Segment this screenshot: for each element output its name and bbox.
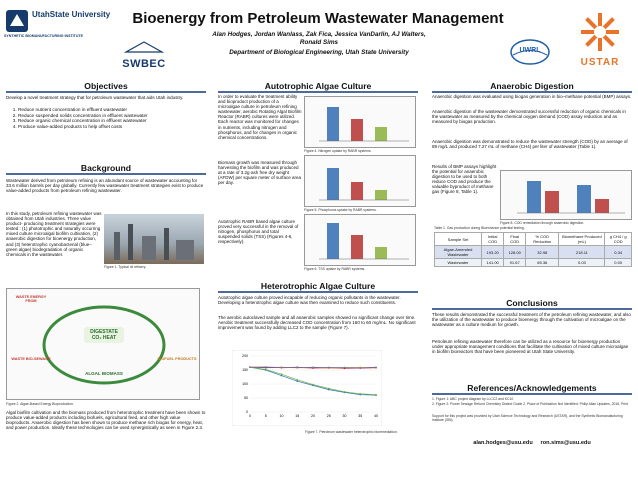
x-tick-label: 40 — [374, 414, 378, 418]
data-point — [359, 393, 361, 395]
table-header-cell: Sample Set — [435, 233, 482, 246]
objectives-divider — [6, 91, 206, 93]
background-heading: Background — [80, 163, 132, 173]
diagram-center-label: DIGESTATE CO₂ HEAT — [84, 327, 124, 343]
table-cell: Algae-Amended Wastewater — [435, 246, 482, 259]
objectives-list — [6, 107, 206, 129]
ustar-name: USTAR — [580, 57, 620, 68]
table-cell: 65.36 — [526, 259, 559, 267]
cycle-arrows-icon — [7, 289, 201, 401]
heterotrophic-divider — [218, 291, 418, 293]
uwrl-name: UWRL — [519, 47, 541, 54]
autotrophic-heading: Autotrophic Algae Culture — [264, 81, 372, 91]
table-cell: 218.11 — [559, 246, 605, 259]
table-cell: 0.03 — [559, 259, 605, 267]
cod-line-chart — [232, 350, 382, 426]
heterotrophic-para-2: The aerobic autoclaved sample and all anaerobic samples showed no significant change over time. Aerobic treatment successfully decreased COD concentration from 160 to 60 mg/mL. No significant improvement was found by adding LLC2 to the sample (Figure 7). — [218, 315, 416, 331]
references-divider — [432, 393, 632, 395]
autotrophic-para-3: Autotrophic RABR based algae culture proved very successful in the removal of nitrogen, phosphorus and total suspended solids (TSS) (Figures 4-6, respectively). — [218, 219, 299, 245]
anaerobic-heading: Anaerobic Digestion — [490, 81, 574, 91]
data-point — [312, 366, 314, 368]
fig5-caption: Figure 5. Phosphorus uptake by RABR systems. — [304, 208, 377, 212]
fig7-caption: Figure 7. Petroleum wastewater heterotrophic bioremediation. — [305, 430, 398, 434]
table-header-cell: % COD Reduction — [526, 233, 559, 246]
fig8-chart — [500, 170, 632, 220]
conclusions-heading: Conclusions — [506, 298, 558, 308]
conclusions-para-2: Petroleum refining wastewater therefore can be utilized as a resource for bioenergy production under appropriate management conditions that facilitate the cultivation of mixed culture microalgae in biofilm bioreactors that have been pioneered at Utah State University. — [432, 339, 629, 355]
data-point — [249, 366, 251, 368]
data-point — [359, 367, 361, 369]
data-point — [375, 394, 377, 396]
background-divider — [6, 173, 206, 175]
contact-email[interactable]: alan.hodges@usu.edu — [473, 440, 533, 446]
fig1-caption: Figure 1. Typical oil refinery. — [104, 265, 147, 269]
fig6-chart — [304, 214, 416, 266]
anaerobic-divider — [432, 91, 632, 93]
contact-emails — [432, 440, 632, 446]
fig6-caption: Figure 6. TSS uptake by RABR systems. — [304, 267, 366, 271]
tss-bar-chart-icon — [305, 215, 417, 267]
objective-item: 4. Produce value-added products to help offset costs — [18, 124, 206, 130]
data-point — [375, 366, 377, 368]
data-point — [328, 388, 330, 390]
poster-title: Bioenergy from Petroleum Wastewater Management — [132, 10, 504, 27]
y-tick-label: 150 — [242, 368, 248, 373]
table-cell: Wastewater — [435, 259, 482, 267]
y-tick-label: 0 — [246, 410, 248, 415]
data-point — [296, 379, 298, 381]
cod-remediation-chart-icon — [501, 171, 633, 221]
x-tick-label: 10 — [279, 414, 284, 418]
fig5-chart — [304, 155, 416, 207]
y-tick-label: 50 — [244, 396, 248, 401]
x-tick-label: 35 — [358, 414, 363, 418]
fig8-caption: Figure 8. COD remediation through anaerobic digestion. — [500, 221, 585, 225]
phosphorus-bar-chart-icon — [305, 156, 417, 208]
heterotrophic-para-1: Autotrophic algae culture proved incapable of reducing organic pollutants in the wastewater. Developing a heterotrophic algae culture was then examined to reduce such constituents. — [218, 295, 401, 306]
table-header-cell: Biomethane Produced (mL) — [559, 233, 605, 246]
data-point — [296, 380, 298, 382]
nitrogen-bar-chart-icon — [305, 97, 417, 149]
data-point — [281, 375, 283, 377]
data-point — [265, 366, 267, 368]
autotrophic-divider — [218, 91, 418, 93]
autotrophic-intro: In order to evaluate the treatment ability and bioproduct production of a microalgae culture in petroleum refining wastewater, aerobic Rotating Algal Biofilm Reactor (RABR) cultures were utilized. Each reactor was monitored for changes in nutrients, including nitrogen and phosphorus, and for changes in organic chemical concentrations. — [218, 94, 302, 140]
objective-item: 3. Reduce organic chemical concentration in effluent wastewater — [18, 118, 206, 124]
diagram-left-label: WASTE BIO-SEWAGE — [11, 357, 51, 361]
ustar-star-icon — [568, 12, 632, 52]
x-tick-label: 0 — [249, 414, 251, 418]
ustar-logo — [568, 12, 632, 68]
x-tick-label: 20 — [311, 414, 315, 418]
reference-item: 2. Figure 2: Power Sewage Refund Chemistry Dialect Guide 2, Place of Publication Not Identified: Philip Allan Updates, 2016, Print — [432, 402, 629, 406]
references-heading: References/Acknowledgements — [467, 383, 597, 393]
data-point — [265, 369, 267, 371]
data-point — [281, 367, 283, 369]
objectives-heading: Objectives — [84, 81, 128, 91]
uwrl-logo — [509, 38, 551, 66]
background-para-2: In this study, petroleum refining wastewater was obtained from Utah industries. Three value product- producing treatment strategies were tested : (1) phototrophic and naturally occurring mixed culture microalgal biofilm cultivation, (2) anaerobic digestion for bioenergy production, and (3) heterotrophic cyanobacterial (blue– green algae) biodegradation of organic chemicals in the wastewater. — [6, 211, 102, 257]
anaerobic-para-1: Anaerobic digestion was evaluated using biogas generation in bio–methane potential (BMP) assays. — [432, 94, 632, 99]
background-para-1: Wastewater derived from petroleum refining is an abundant source of wastewater accounting for 33.6 million barrels per day globally. Currently few wastewater treatment strategies exist to produce value-added products from petroleum refining wastewater. — [6, 178, 204, 194]
data-point — [344, 367, 346, 369]
data-point — [281, 373, 283, 375]
algae-energy-diagram — [6, 288, 200, 400]
reference-item: 1. Figure 1: ABC project diagram by LLCC2 and KC10 — [432, 397, 514, 401]
table1-caption: Table 1. Gas production during Bioenhance potential testing. — [434, 226, 525, 230]
usu-subname: SYNTHETIC BIOMANUFACTURING INSTITUTE — [4, 34, 84, 38]
conclusions-divider — [432, 308, 632, 310]
table-cell: 128.00 — [504, 246, 526, 259]
fig2-caption: Figure 2. Algae-Based Energy Bioproduction. — [6, 402, 74, 406]
diagram-right-label: BIOFUEL PRODUCTS — [157, 357, 197, 361]
heterotrophic-heading: Heterotrophic Algae Culture — [260, 281, 376, 291]
objective-item: 2. Reduce suspended solids concentration in effluent wastewater — [18, 113, 206, 119]
refinery-photo — [104, 214, 204, 264]
table-header-cell: Final COD — [504, 233, 526, 246]
data-point — [296, 367, 298, 369]
x-tick-label: 25 — [326, 414, 331, 418]
x-tick-label: 30 — [342, 414, 347, 418]
anaerobic-para-4: Results of BMP assays highlight the potential for anaerobic digestion to be used to both reduce COD and produce the valuable byproduct of methane gas (Figure 8, Table 1). — [432, 164, 497, 195]
authors-line-2: Ronald Sims — [299, 39, 339, 46]
table-cell: 32.98 — [526, 246, 559, 259]
x-tick-label: 5 — [264, 414, 267, 418]
conclusions-para-1: These results demonstrated the successful treatment of the petroleum refining wastewater, and also the utilization of the wastewater to produce bioenergy through the cultivation of microalgae on the wastewater as a culture medium for growth. — [432, 312, 631, 328]
refinery-icon — [104, 214, 204, 264]
data-point — [328, 367, 330, 369]
fig4-chart — [304, 96, 416, 148]
table-cell: 0.00 — [605, 259, 632, 267]
y-tick-label: 100 — [242, 382, 248, 387]
bmp-results-table — [434, 232, 632, 267]
y-tick-label: 200 — [242, 354, 248, 359]
fig4-caption: Figure 4. Nitrogen uptake by RABR systems. — [304, 149, 372, 153]
diagram-bottom-label: ALGAL BIOMASS — [85, 371, 123, 376]
data-point — [312, 384, 314, 386]
table-header-cell: Initial COD — [482, 233, 504, 246]
swbec-name: SWBEC — [122, 58, 166, 70]
table-cell: 193.20 — [482, 246, 504, 259]
table-cell: 141.00 — [482, 259, 504, 267]
usu-logo — [4, 6, 112, 46]
table-row — [435, 246, 632, 259]
background-para-3: Algal biofilm cultivation and the biomass produced from heterotrophic treatment have been shown to produce value-added products including biofuels, agricultural feed, and other high value bioproducts. Anaerobic digestion has been shown to produce methane rich biogas for energy, heat, and power production. Ideally these technologies can be used synergistically as seen in Figure 2.3. — [6, 410, 206, 431]
table-row — [435, 259, 632, 267]
anaerobic-para-2: Anaerobic digestion of the wastewater demonstrated successful reduction of organic chemicals in the wastewater as measured by the chemical oxygen demand (COD) assay reduction and as measured by biogas production. — [432, 109, 626, 125]
table-cell: 91.67 — [504, 259, 526, 267]
objectives-intro: Develop a novel treatment strategy that for petroleum wastewater that aids Utah industry. — [6, 95, 184, 100]
table-cell: 0.34 — [605, 246, 632, 259]
department: Department of Biological Engineering, Utah State University — [229, 49, 409, 56]
autotrophic-para-2: Biomass growth was measured through harvesting the biofilm and was produced at a rate of 3.2g·ash free dry weight (AFDW) per square meter of surface area per day. — [218, 160, 302, 186]
objective-item: 1. Reduce nutrient concentration in effluent wastewater — [18, 107, 206, 113]
contact-email[interactable]: ron.sims@usu.edu — [540, 440, 591, 446]
diagram-top-label: WASTE ENERGY FROM — [15, 295, 47, 303]
table-header-cell: g CH4 / g COD — [605, 233, 632, 246]
data-point — [344, 391, 346, 393]
acknowledgements: Support for this project was provided by Utah Science Technology and Research (USTAR), and the Synthetic Biomanufacturing Institute (SBI). — [432, 414, 623, 422]
authors-line-1: Alan Hodges, Jordan Wanlass, Zak Fica, Jessica VanDarlin, AJ Walters, — [212, 31, 426, 38]
usu-name: UtahState University — [32, 10, 111, 19]
x-tick-label: 15 — [295, 414, 300, 418]
anaerobic-para-3: Anaerobic digestion was demonstrated to reduce the wastewater strength (COD) by an average of 89 mg/L and produced 7.27 mL of methane (CH4) per liter of wastewater (Table 1). — [432, 139, 628, 150]
